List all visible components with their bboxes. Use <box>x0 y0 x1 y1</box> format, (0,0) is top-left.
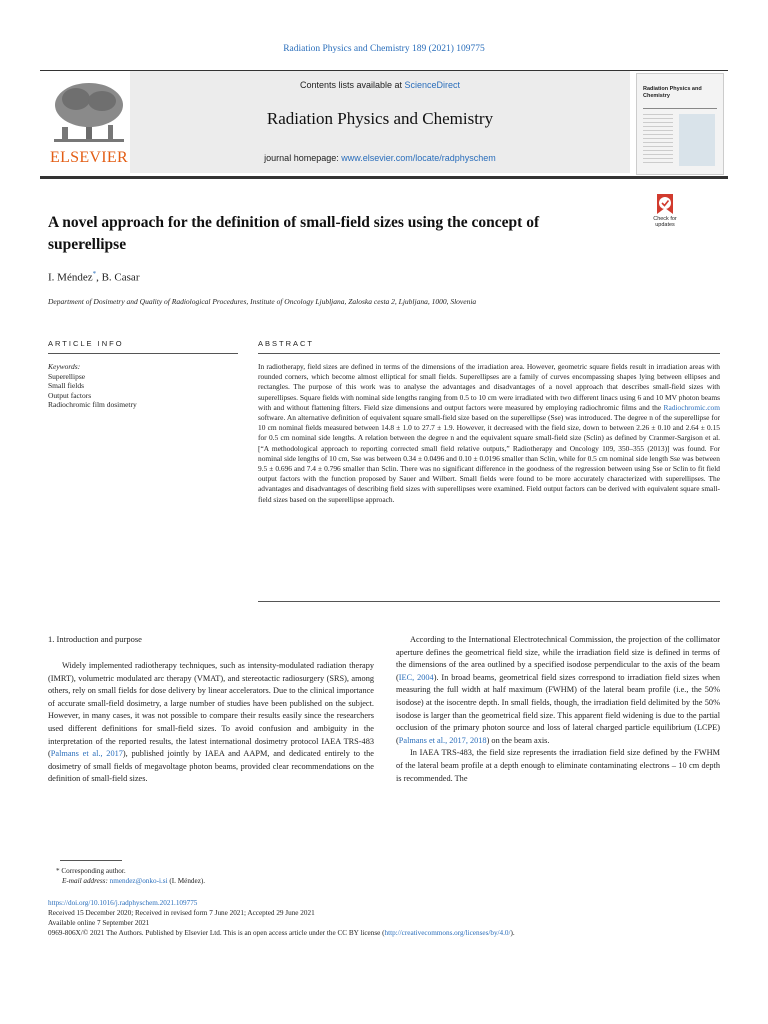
section-heading-introduction: 1. Introduction and purpose <box>48 634 142 644</box>
abstract-part: software. An alternative definition of equivalent square small-field size based on the superellipse (Sse) was introduced. The degree n of the superellipse for 10 cm nominal fields measured between 14.8 ± 1.0 to 27.7 ± 1.9. However, it decreased with the field size, down to between 2.26 ± 0.10 and 2.64 ± 0.15 for 0.5 cm nominal side lengths. A relation between the degree n and the equivalent square small-field size (Sclin) as defined by Cranmer-Sargison et al. [“A methodological approach to reporting corrected small field relative outputs,” Radiotherapy and Oncology 109, 350–355 (2013)] was found. For nominal side lengths of 10 cm, Sse was between 0.34 ± 0.0496 and 0.10 ± 0.0196 smaller than Sclin, while for 0.5 cm nominal side length Sse was between 9.5 ± 0.696 and 7.4 ± 0.796 smaller than Sclin. There was no significant difference in the goodness of the regression between using Sse or Sclin to fit field output factors with the function proposed by Sauer and Wilbert. Small fields were found to be more accurately characterized with superellipses. The advantages and disadvantages of describing field sizes with superellipses were examined. Field output factors can be derived with equivalent square small-field sizes based on the superellipse approach. <box>258 413 720 504</box>
elsevier-tree-logo <box>48 79 130 145</box>
contents-prefix: Contents lists available at <box>299 80 405 90</box>
author-mendez[interactable]: I. Méndez <box>48 271 93 284</box>
paragraph <box>48 660 374 786</box>
journal-banner <box>40 70 728 175</box>
footnote-rule <box>60 860 122 861</box>
text-run: ). In broad beams, geometrical field sizes correspond to irradiation field sizes when measuring the full width at half maximum (FWHM) of the lateral beam profile (i.e., the 50% isodose) at the isocentre depth. In small fields, though, the irradiation field delimited by the 50% isodose is larger than the geometrical field size. This apparent field widening is due to the partial occlusion of the primary photon source and loss of lateral charged particle equilibrium (LCPE) ( <box>396 672 721 745</box>
check-for-updates-button[interactable] <box>644 194 686 232</box>
sciencedirect-link[interactable]: ScienceDirect <box>404 80 461 90</box>
license-text: 0969-806X/© 2021 The Authors. Published by Elsevier Ltd. This is an open access article under the CC BY license ( <box>48 929 385 937</box>
radiochromic-link[interactable]: Radiochromic.com <box>663 402 720 412</box>
abstract-text <box>258 362 720 505</box>
article-history <box>48 898 738 938</box>
text-run: ) on the beam axis. <box>486 735 550 745</box>
journal-cover-thumbnail <box>636 73 724 175</box>
keyword-item: Output factors <box>48 390 92 400</box>
doi-link[interactable]: https://doi.org/10.1016/j.radphyschem.2021.109775 <box>48 899 198 907</box>
text-run: Widely implemented radiotherapy techniques, such as intensity-modulated radiation therapy (IMRT), volumetric modulated arc therapy (VMAT), and stereotactic radiosurgery (SRS), among others, rely on small fields for dose delivery by linear accelerators. Due to the clinical importance of accurate small-field dosimetry, a large number of studies have been published on the subject. However, in many cases, it was not possible to compare their results easily since the researchers used different definitions for small-field sizes. To avoid confusion and ambiguity in the interpretation of the reported results, the latest international dosimetry protocol IAEA TRS-483 ( <box>48 661 374 759</box>
abstract-part: In radiotherapy, field sizes are defined in terms of the dimensions of the irradiation area. However, geometric square fields result in irradiation areas with rounded corners, which become almost elliptical for small fields. Superellipses are a family of curves encompassing shapes lying between ellipses and rectangles. The purpose of this work was to analyse the advantages and disadvantages of a novel approach that describes small-field sizes with superellipses. Square fields with nominal side lengths ranging from 0.5 to 10 cm were irradiated with two different linacs using 6 and 10 MV photon beams with and without flattening filters. Field size dimensions and output factors were measured by employing radiochromic films and the <box>258 362 720 412</box>
keyword-item: Superellipse <box>48 371 86 381</box>
journal-homepage <box>130 153 630 163</box>
affiliation: Department of Dosimetry and Quality of Radiological Procedures, Institute of Oncology Ljubljana, Zaloska cesta 2, Ljubljana, 1000, Slovenia <box>48 297 477 306</box>
author-casar[interactable]: B. Casar <box>101 271 140 284</box>
header-rule <box>40 176 728 179</box>
contents-line <box>130 80 630 90</box>
bookmark-icon <box>652 194 678 216</box>
paragraph <box>396 634 720 747</box>
keyword-item: Radiochromic film dosimetry <box>48 400 137 409</box>
journal-title: Radiation Physics and Chemistry <box>266 109 494 128</box>
abstract-end-rule <box>258 601 720 602</box>
intro-left-column <box>48 660 374 786</box>
email-line <box>48 876 738 886</box>
author-separator: , <box>96 271 102 284</box>
corresponding-note: * Corresponding author. <box>56 867 126 875</box>
text-run: ), published jointly by IAEA and AAPM, and dedicated entirely to the dosimetry of small fields of megavoltage photon beams, provided clear recommendations on the definition of small-field sizes. <box>48 749 374 784</box>
license-text: ). <box>510 929 515 937</box>
homepage-prefix: journal homepage: <box>264 153 342 163</box>
available-online: Available online 7 September 2021 <box>48 919 150 927</box>
received-dates: Received 15 December 2020; Received in revised form 7 June 2021; Accepted 29 June 2021 <box>48 909 315 917</box>
keywords-label: Keywords: <box>48 362 81 371</box>
email-suffix: (I. Méndez). <box>167 877 206 885</box>
journal-header-box <box>130 71 630 173</box>
license-link[interactable]: http://creativecommons.org/licenses/by/4.0/ <box>384 929 511 937</box>
article-info-rule <box>48 353 238 354</box>
check-for-updates-label: Check for updates <box>653 216 677 228</box>
keywords-block <box>48 362 238 410</box>
paragraph: In IAEA TRS-483, the field size represents the irradiation field size defined by the FWHM of the lateral beam profile at a depth enough to eliminate contaminating electrons – 10 cm depth is recommended. The <box>396 748 720 783</box>
elsevier-wordmark: ELSEVIER <box>50 149 128 166</box>
abstract-heading: ABSTRACT <box>258 339 315 348</box>
corresponding-mark[interactable]: * <box>92 270 97 278</box>
intro-right-column <box>396 634 720 785</box>
authors-line <box>48 270 139 284</box>
text-run: According to the International Electrotechnical Commission, the projection of the collimator aperture defines the geometrical field size, while the irradiation field size is defined in terms of the dimensions of the area outlined by a specified isodose perpendicular to the axis of the beam ( <box>396 635 720 682</box>
journal-citation[interactable]: Radiation Physics and Chemistry 189 (2021) 109775 <box>283 44 485 54</box>
article-title: A novel approach for the definition of small-field sizes using the concept of superellipse <box>48 214 540 253</box>
citation-link[interactable]: Palmans et al., 2017 <box>50 749 123 759</box>
homepage-link[interactable]: www.elsevier.com/locate/radphyschem <box>341 153 496 163</box>
cover-title: Radiation Physics and Chemistry <box>643 86 702 99</box>
license-line <box>48 928 738 938</box>
keyword-item: Small fields <box>48 381 85 390</box>
email-label: E-mail address: <box>62 877 110 885</box>
article-info-heading: ARTICLE INFO <box>48 339 124 348</box>
citation-link[interactable]: IEC, 2004 <box>398 672 434 682</box>
footnotes <box>48 866 738 886</box>
email-link[interactable]: nmendez@onko-i.si <box>109 877 168 885</box>
citation-link[interactable]: Palmans et al., 2017, 2018 <box>398 735 487 745</box>
abstract-rule <box>258 353 720 354</box>
